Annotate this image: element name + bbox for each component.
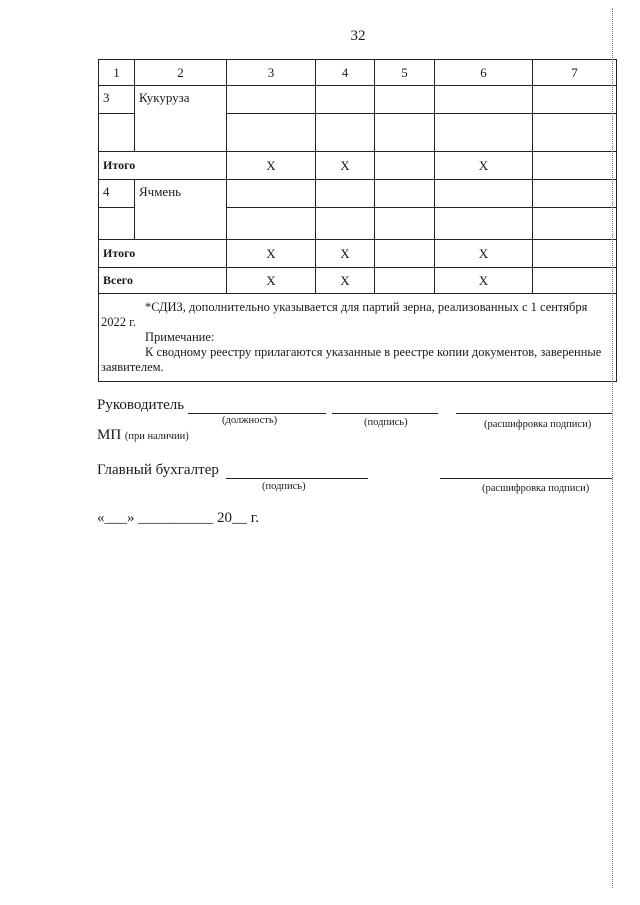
table-cell <box>375 152 435 180</box>
decoding-caption: (расшифровка подписи) <box>484 419 592 430</box>
position-caption: (должность) <box>222 415 278 426</box>
header-cell: 3 <box>227 60 316 86</box>
remark-heading: Примечание: <box>145 330 215 344</box>
table-cell <box>227 114 316 152</box>
header-cell: 5 <box>375 60 435 86</box>
crop-name-corn: Кукуруза <box>135 86 227 152</box>
header-cell: 4 <box>316 60 375 86</box>
table-cell <box>227 208 316 240</box>
page-number: 32 <box>350 28 366 44</box>
accountant-signature-caption: (подпись) <box>262 481 306 492</box>
table-cell <box>533 240 617 268</box>
stamp-note: (при наличии) <box>124 431 189 442</box>
table-note-row <box>99 294 617 382</box>
table-cell: X <box>435 268 533 294</box>
crop-name-barley: Ячмень <box>135 180 227 240</box>
table-note <box>99 294 617 382</box>
stamp-text: МП <box>97 427 122 443</box>
registry-table <box>98 59 617 382</box>
table-cell <box>227 86 316 114</box>
table-cell <box>533 180 617 208</box>
total-label: Итого <box>99 152 227 180</box>
head-label: Руководитель <box>97 397 185 413</box>
signature-line[interactable] <box>332 413 438 414</box>
table-cell <box>375 240 435 268</box>
table-cell <box>316 208 375 240</box>
table-cell <box>533 86 617 114</box>
table-cell <box>435 114 533 152</box>
accountant-label: Главный бухгалтер <box>97 462 219 478</box>
table-row <box>99 180 617 208</box>
header-cell: 6 <box>435 60 533 86</box>
table-cell: X <box>227 268 316 294</box>
table-cell: X <box>227 152 316 180</box>
table-grand-total-row <box>99 268 617 294</box>
accountant-decoding-caption: (расшифровка подписи) <box>482 483 590 494</box>
table-cell <box>316 180 375 208</box>
table-cell: X <box>435 152 533 180</box>
table-cell <box>99 208 135 240</box>
table-cell <box>316 114 375 152</box>
table-cell: X <box>435 240 533 268</box>
table-cell <box>435 208 533 240</box>
total-label: Итого <box>99 240 227 268</box>
table-cell <box>375 114 435 152</box>
table-cell: X <box>316 240 375 268</box>
table-cell: X <box>227 240 316 268</box>
table-cell <box>375 268 435 294</box>
accountant-signature-line[interactable] <box>226 478 368 479</box>
row-number: 3 <box>99 86 135 114</box>
table-total-row <box>99 240 617 268</box>
table-cell <box>533 114 617 152</box>
scan-edge <box>612 8 613 888</box>
header-cell: 7 <box>533 60 617 86</box>
table-cell <box>375 180 435 208</box>
table-cell: X <box>316 152 375 180</box>
table-cell <box>533 208 617 240</box>
table-row <box>99 86 617 114</box>
position-line[interactable] <box>188 413 326 414</box>
accountant-decoding-line[interactable] <box>440 478 612 479</box>
date-line: «___» __________ 20__ г. <box>97 510 259 526</box>
table-total-row <box>99 152 617 180</box>
table-header-row <box>99 60 617 86</box>
table-cell <box>533 268 617 294</box>
row-number: 4 <box>99 180 135 208</box>
table-cell <box>99 114 135 152</box>
table-cell <box>533 152 617 180</box>
remark-text: К сводному реестру прилагаются указанные в реестре копии документов, заверенные заявителем. <box>101 345 602 374</box>
table-cell <box>316 86 375 114</box>
table-cell <box>435 86 533 114</box>
table-cell: X <box>316 268 375 294</box>
table-cell <box>375 208 435 240</box>
header-cell: 2 <box>135 60 227 86</box>
signature-caption: (подпись) <box>364 417 408 428</box>
stamp-label <box>97 427 189 444</box>
table-cell <box>227 180 316 208</box>
table-cell <box>435 180 533 208</box>
sdiz-note: *СДИЗ, дополнительно указывается для партий зерна, реализованных с 1 сентября 2022 г. <box>101 300 588 329</box>
grand-total-label: Всего <box>99 268 227 294</box>
table-cell <box>375 86 435 114</box>
decoding-line[interactable] <box>456 413 612 414</box>
header-cell: 1 <box>99 60 135 86</box>
